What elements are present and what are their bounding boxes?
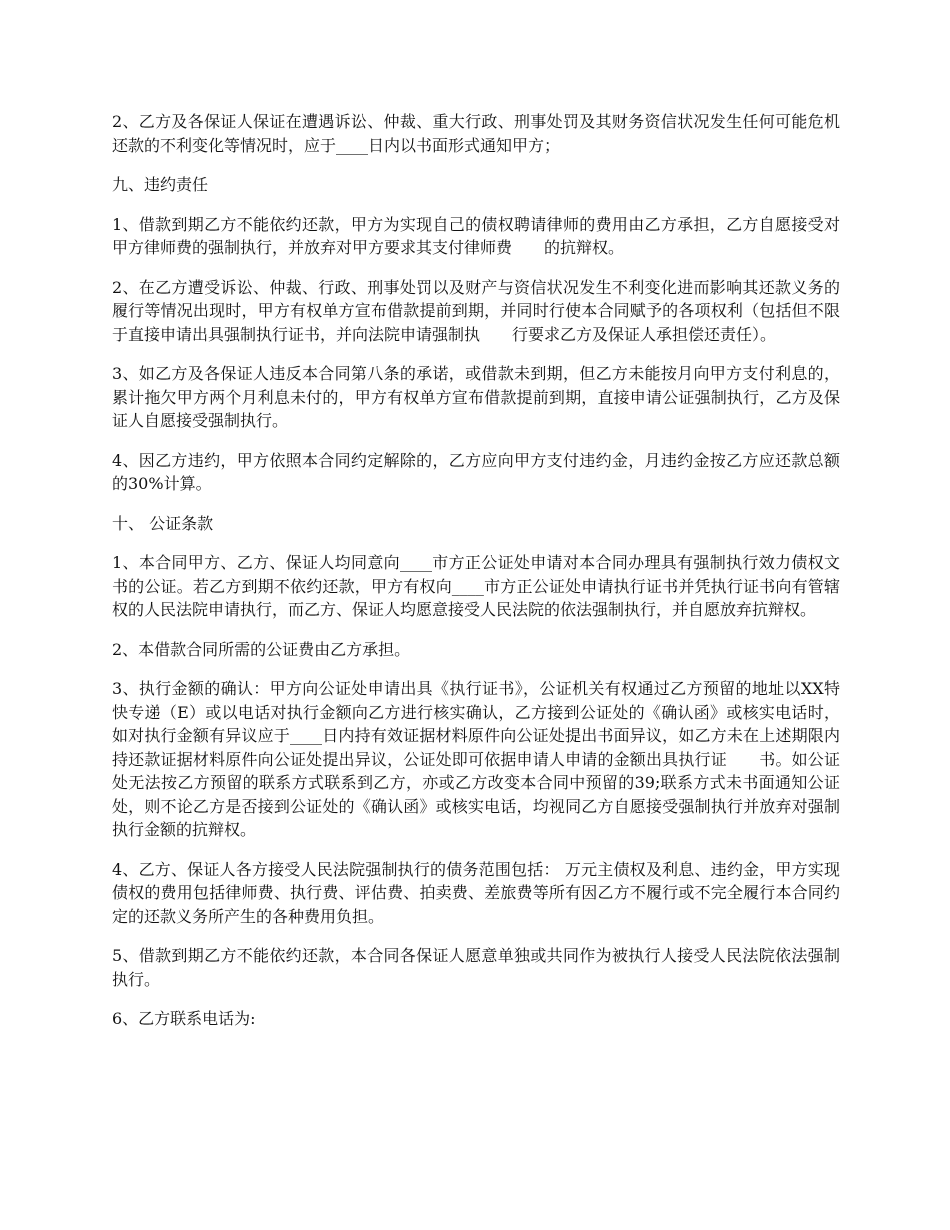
clause-8-item-2: 2、乙方及各保证人保证在遭遇诉讼、仲裁、重大行政、刑事处罚及其财务资信状况发生任何可能危机还款的不利变化等情况时，应于____日内以书面形式通知甲方； (112, 112, 840, 155)
clause-10-item-2: 2、本借款合同所需的公证费由乙方承担。 (112, 639, 411, 659)
section-heading-notarization: 十、 公证条款 (112, 513, 214, 533)
clause-9-item-1: 1、借款到期乙方不能依约还款，甲方为实现自己的债权聘请律师的费用由乙方承担，乙方自愿接受对甲方律师费的强制执行，并放弃对甲方要求其支付律师费 的抗辩权。 (112, 214, 840, 257)
clause-9-item-2: 2、在乙方遭受诉讼、仲裁、行政、刑事处罚以及财产与资信状况发生不利变化进而影响其还款义务的履行等情况出现时，甲方有权单方宣布借款提前到期，并同时行使本合同赋予的各项权利（包括但不限于直接申请出具强制执行证书，并向法院申请强制执 行要求乙方及保证人承担偿还责任）。 (112, 277, 840, 344)
clause-9-item-3: 3、如乙方及各保证人违反本合同第八条的承诺，或借款未到期，但乙方未能按月向甲方支付利息的，累计拖欠甲方两个月利息未付的，甲方有权单方宣布借款提前到期，直接申请公证强制执行，乙方及保证人自愿接受强制执行。 (112, 364, 840, 430)
clause-10-item-6: 6、乙方联系电话为: (112, 1009, 256, 1028)
clause-10-item-4: 4、乙方、保证人各方接受人民法院强制执行的债务范围包括： 万元主债权及利息、违约金，甲方实现债权的费用包括律师费、执行费、评估费、拍卖费、差旅费等所有因乙方不履行或不完全履行本合同约定的还款义务所产生的各种费用负担。 (112, 859, 840, 926)
clause-10-item-1: 1、本合同甲方、乙方、保证人均同意向____市方正公证处申请对本合同办理具有强制执行效力债权文书的公证。若乙方到期不依约还款，甲方有权向____市方正公证处申请执行证书并凭执行证书向有管辖权的人民法院申请执行，而乙方、保证人均愿意接受人民法院的依法强制执行，并自愿放弃抗辩权。 (112, 553, 840, 619)
clause-10-item-3: 3、执行金额的确认：甲方向公证处申请出具《执行证书》，公证机关有权通过乙方预留的地址以XX特快专递（E）或以电话对执行金额向乙方进行核实确认，乙方接到公证处的《确认函》或核实电话时，如对执行金额有异议应于____日内持有效证据材料原件向公证处提出书面异议，如乙方未在上述期限内持还款证据材料原件向公证处提出异议，公证处即可依据申请人申请的金额出具执行证 书。如公证处无法按乙方预留的联系方式联系到乙方，亦或乙方改变本合同中预留的39;联系方式未书面通知公证处，则不论乙方是否接到公证处的《确认函》或核实电话，均视同乙方自愿接受强制执行并放弃对强制执行金额的抗辩权。 (112, 679, 840, 839)
document-page (112, 110, 840, 1047)
section-heading-breach-liability: 九、违约责任 (112, 175, 209, 194)
clause-9-item-4: 4、因乙方违约，甲方依照本合同约定解除的，乙方应向甲方支付违约金，月违约金按乙方应还款总额的30%计算。 (112, 450, 840, 493)
clause-10-item-5: 5、借款到期乙方不能依约还款，本合同各保证人愿意单独或共同作为被执行人接受人民法院依法强制执行。 (112, 946, 840, 989)
